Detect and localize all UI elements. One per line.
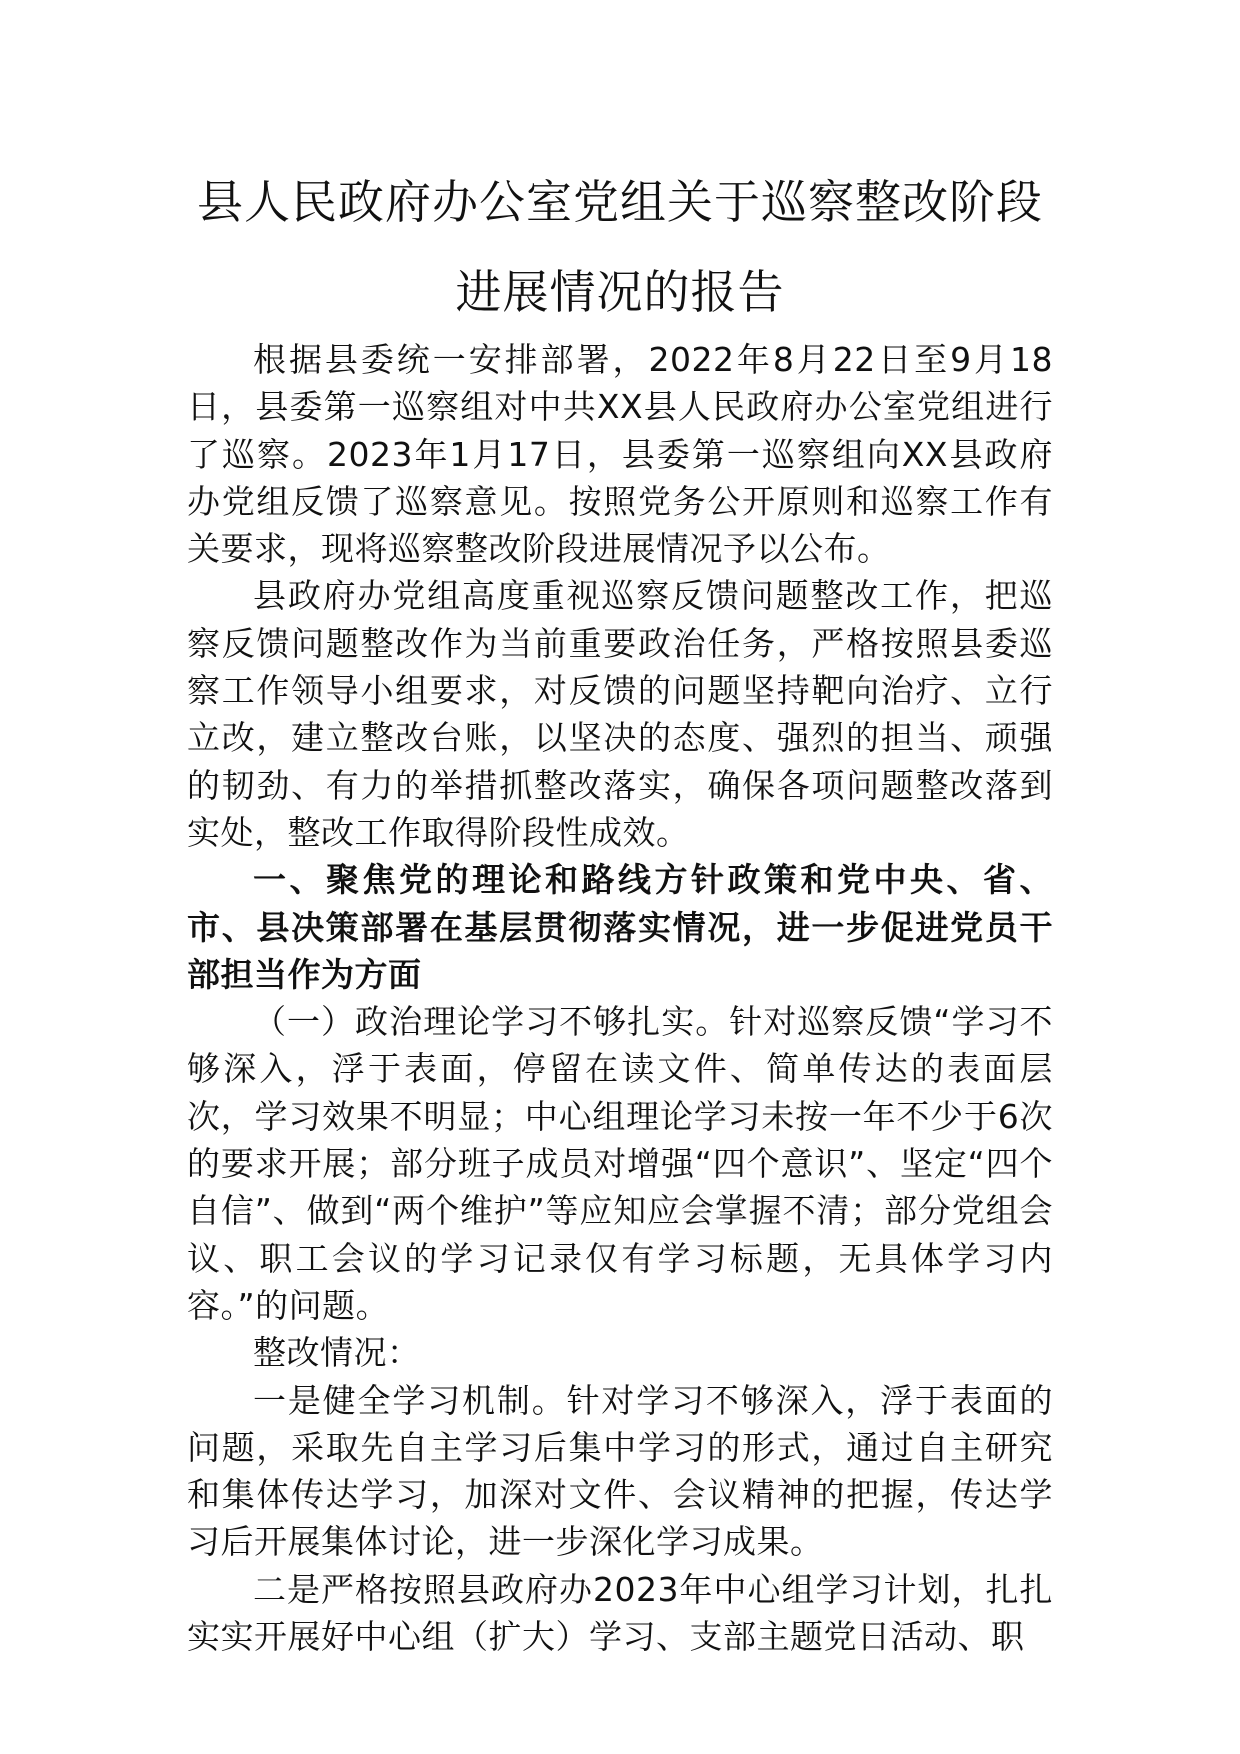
document-title-line-2: 进展情况的报告 [455,265,785,319]
document-body [187,336,1053,1660]
paragraph-overview: 县政府办党组高度重视巡察反馈问题整改工作，把巡察反馈问题整改作为当前重要政治任务，严格按照县委巡察工作领导小组要求，对反馈的问题坚持靶向治疗、立行立改，建立整改台账，以坚决的态度、强烈的担当、顽强的韧劲、有力的举措抓整改落实，确保各项问题整改落到实处，整改工作取得阶段性成效。 [187,576,1053,852]
document-title-line-1: 县人民政府办公室党组关于巡察整改阶段 [197,175,1043,229]
paragraph-issue-1: （一）政治理论学习不够扎实。针对巡察反馈“学习不够深入，浮于表面，停留在读文件、简单传达的表面层次，学习效果不明显；中心组理论学习未按一年不少于6次的要求开展；部分班子成员对增强“四个意识”、坚定“四个自信”、做到“两个维护”等应知应会掌握不清；部分党组会议、职工会议的学习记录仅有学习标题，无具体学习内容。”的问题。 [187,1002,1053,1325]
paragraph-intro: 根据县委统一安排部署，2022年8月22日至9月18日，县委第一巡察组对中共XX县人民政府办公室党组进行了巡察。2023年1月17日，县委第一巡察组向XX县政府办党组反馈了巡察意见。按照党务公开原则和巡察工作有关要求，现将巡察整改阶段进展情况予以公布。 [187,340,1053,569]
paragraph-rectification-label: 整改情况： [253,1333,421,1373]
paragraph-measure-1: 一是健全学习机制。针对学习不够深入，浮于表面的问题，采取先自主学习后集中学习的形式，通过自主研究和集体传达学习，加深对文件、会议精神的把握，传达学习后开展集体讨论，进一步深化学习成果。 [187,1380,1053,1562]
section-heading-1: 一、聚焦党的理论和路线方针政策和党中央、省、市、县决策部署在基层贯彻落实情况，进一步促进党员干部担当作为方面 [187,860,1053,994]
paragraph-measure-2: 二是严格按照县政府办2023年中心组学习计划，扎扎实实开展好中心组（扩大）学习、支部主题党日活动、职 [187,1569,1053,1657]
